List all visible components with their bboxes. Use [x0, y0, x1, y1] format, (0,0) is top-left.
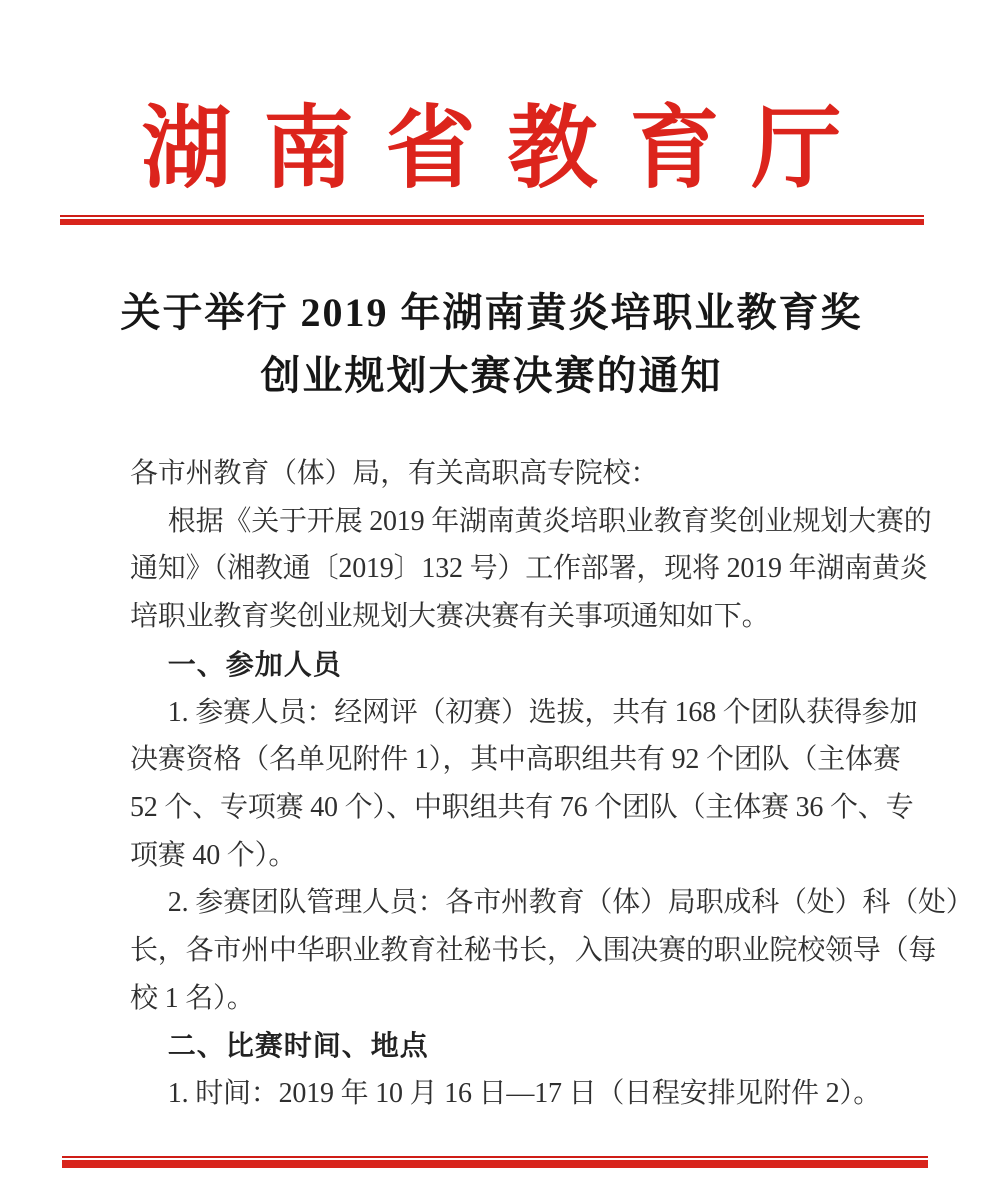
body-line: 1. 时间：2019 年 10 月 16 日—17 日（日程安排见附件 2）。	[167, 1078, 881, 1110]
document-title-line2: 创业规划大赛决赛的通知	[260, 353, 723, 398]
footer-rule	[62, 1156, 928, 1168]
document-body	[130, 450, 974, 1118]
body-line: 决赛资格（名单见附件 1），其中高职组共有 92 个团队（主体赛	[130, 744, 901, 776]
body-line: 通知》（湘教通〔2019〕132 号）工作部署，现将 2019 年湖南黄炎	[130, 553, 928, 585]
body-line: 项赛 40 个）。	[130, 839, 297, 871]
agency-letterhead: 湖南省教育厅	[141, 100, 874, 199]
body-line: 培职业教育奖创业规划大赛决赛有关事项通知如下。	[130, 601, 770, 633]
document-title	[0, 281, 983, 407]
body-line: 52 个、专项赛 40 个）、中职组共有 76 个团队（主体赛 36 个、专	[130, 791, 914, 823]
document-title-line1: 关于举行 2019 年湖南黄炎培职业教育奖	[120, 290, 863, 335]
section-heading-1: 一、参加人员	[167, 648, 342, 680]
salutation-line: 各市州教育（体）局，有关高职高专院校：	[130, 458, 659, 489]
body-line: 长，各市州中华职业教育社秘书长，入围决赛的职业院校领导（每	[130, 935, 937, 967]
section-heading-2: 二、比赛时间、地点	[167, 1030, 429, 1062]
letterhead-divider-rule	[60, 215, 924, 225]
body-line: 2. 参赛团队管理人员：各市州教育（体）局职成科（处）科（处）	[167, 887, 974, 919]
body-line: 1. 参赛人员：经网评（初赛）选拔，共有 168 个团队获得参加	[167, 696, 918, 728]
body-line: 校 1 名）。	[130, 982, 255, 1014]
body-line: 根据《关于开展 2019 年湖南黄炎培职业教育奖创业规划大赛的	[167, 505, 932, 537]
